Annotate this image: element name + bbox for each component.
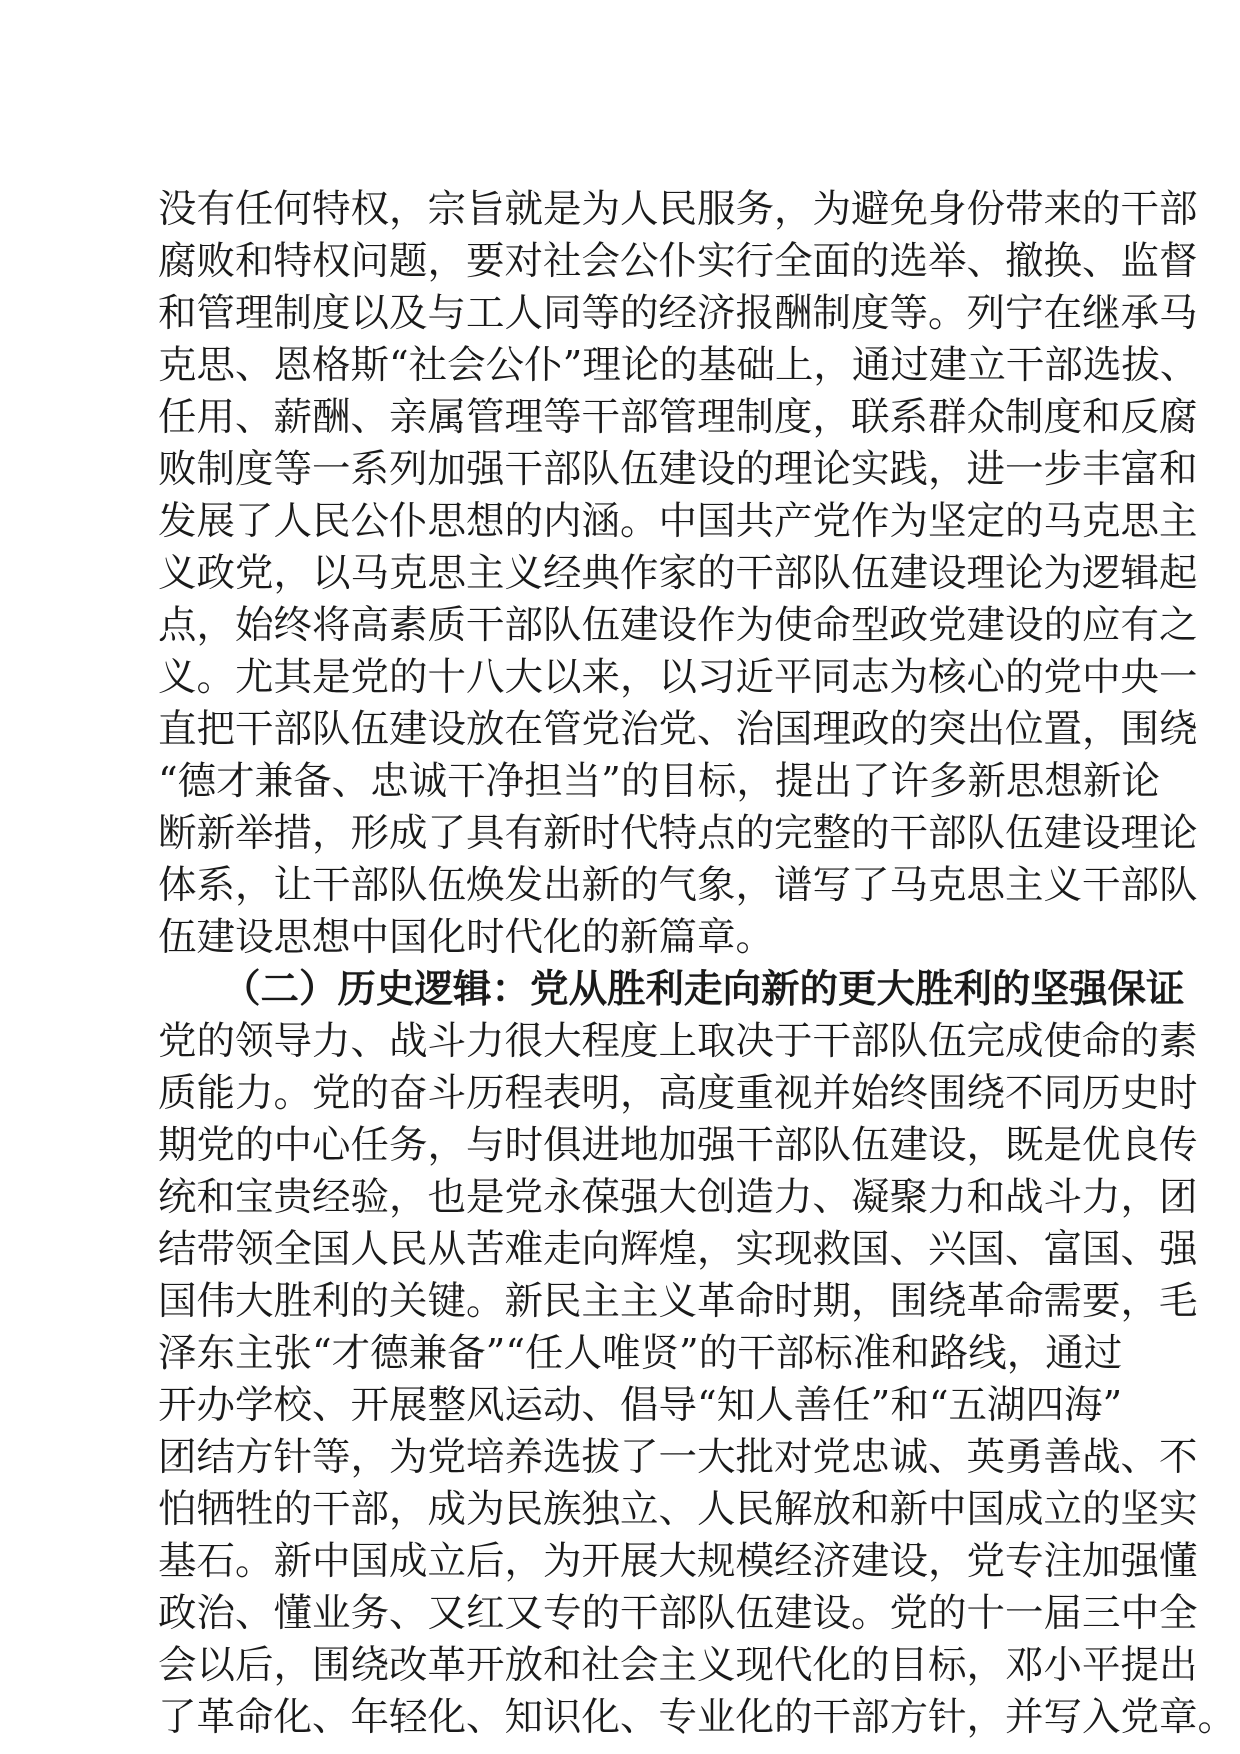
paragraph-1-line: 伍建设思想中国化时代化的新篇章。 xyxy=(158,915,775,960)
paragraph-1-line: 发展了人民公仆思想的内涵。中国共产党作为坚定的马克思主 xyxy=(158,499,1198,544)
paragraph-1-line: 败制度等一系列加强干部队伍建设的理论实践，进一步丰富和 xyxy=(158,447,1198,492)
paragraph-2-line: 会以后，围绕改革开放和社会主义现代化的目标，邓小平提出 xyxy=(158,1643,1198,1688)
paragraph-1-line: 义政党，以马克思主义经典作家的干部队伍建设理论为逻辑起 xyxy=(158,551,1198,596)
paragraph-2-line: 了革命化、年轻化、知识化、专业化的干部方针，并写入党章。 xyxy=(158,1695,1237,1740)
paragraph-1-line: 断新举措，形成了具有新时代特点的完整的干部队伍建设理论 xyxy=(158,811,1198,856)
paragraph-1 xyxy=(158,184,1199,964)
paragraph-2-line: 结带领全国人民从苦难走向辉煌，实现救国、兴国、富国、强 xyxy=(158,1227,1198,1272)
section-heading-block xyxy=(158,964,1185,1016)
paragraph-2-line: 政治、懂业务、又红又专的干部队伍建设。党的十一届三中全 xyxy=(158,1591,1198,1636)
paragraph-1-line: 任用、薪酬、亲属管理等干部管理制度，联系群众制度和反腐 xyxy=(158,395,1198,440)
paragraph-2-line: 团结方针等，为党培养选拔了一大批对党忠诚、英勇善战、不 xyxy=(158,1435,1198,1480)
paragraph-2-line: 国伟大胜利的关键。新民主主义革命时期，围绕革命需要，毛 xyxy=(158,1279,1198,1324)
paragraph-1-line: “德才兼备、忠诚干净担当”的目标，提出了许多新思想新论 xyxy=(158,759,1160,804)
paragraph-1-line: 克思、恩格斯“社会公仆”理论的基础上，通过建立干部选拔、 xyxy=(158,343,1199,388)
paragraph-2-line: 怕牺牲的干部，成为民族独立、人民解放和新中国成立的坚实 xyxy=(158,1487,1198,1532)
paragraph-1-line: 义。尤其是党的十八大以来，以习近平同志为核心的党中央一 xyxy=(158,655,1198,700)
paragraph-2 xyxy=(158,1016,1237,1744)
paragraph-2-line: 统和宝贵经验，也是党永葆强大创造力、凝聚力和战斗力，团 xyxy=(158,1175,1198,1220)
paragraph-1-line: 直把干部队伍建设放在管党治党、治国理政的突出位置，围绕 xyxy=(158,707,1198,752)
paragraph-2-line: 期党的中心任务，与时俱进地加强干部队伍建设，既是优良传 xyxy=(158,1123,1198,1168)
paragraph-1-line: 体系，让干部队伍焕发出新的气象，谱写了马克思主义干部队 xyxy=(158,863,1198,908)
paragraph-1-line: 点，始终将高素质干部队伍建设作为使命型政党建设的应有之 xyxy=(158,603,1198,648)
paragraph-2-line: 泽东主张“才德兼备”“任人唯贤”的干部标准和路线，通过 xyxy=(158,1331,1123,1376)
section-heading: （二）历史逻辑：党从胜利走向新的更大胜利的坚强保证 xyxy=(222,967,1185,1012)
paragraph-1-line: 和管理制度以及与工人同等的经济报酬制度等。列宁在继承马 xyxy=(158,291,1198,336)
paragraph-1-line: 没有任何特权，宗旨就是为人民服务，为避免身份带来的干部 xyxy=(158,187,1198,232)
paragraph-1-line: 腐败和特权问题，要对社会公仆实行全面的选举、撤换、监督 xyxy=(158,239,1198,284)
paragraph-2-line: 基石。新中国成立后，为开展大规模经济建设，党专注加强懂 xyxy=(158,1539,1198,1584)
paragraph-2-line: 质能力。党的奋斗历程表明，高度重视并始终围绕不同历史时 xyxy=(158,1071,1198,1116)
paragraph-2-line: 开办学校、开展整风运动、倡导“知人善任”和“五湖四海” xyxy=(158,1383,1123,1428)
paragraph-2-line: 党的领导力、战斗力很大程度上取决于干部队伍完成使命的素 xyxy=(158,1019,1198,1064)
